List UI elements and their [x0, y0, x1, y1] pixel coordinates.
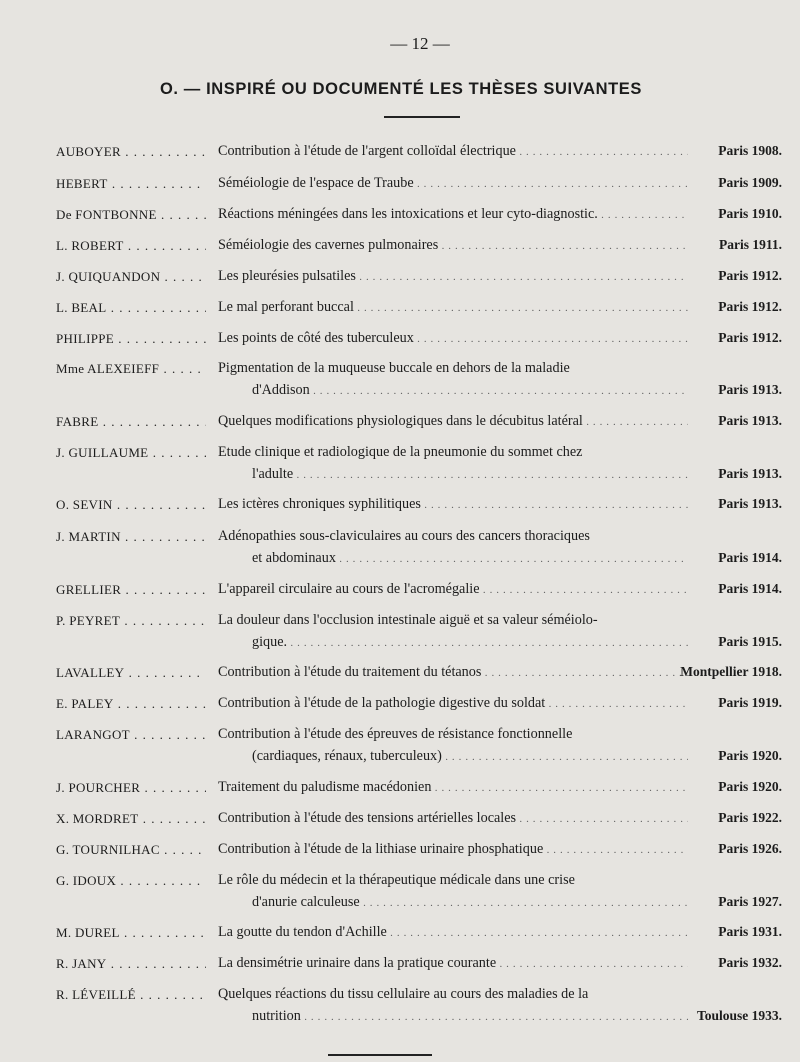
- thesis-place-year: Paris 1922.: [718, 810, 782, 825]
- thesis-title-line: [218, 838, 688, 861]
- thesis-author: G. IDOUX . . .: [56, 873, 206, 889]
- thesis-author: L. BEAL . . .: [56, 300, 206, 316]
- thesis-title-line: [218, 525, 688, 547]
- thesis-title-line: [218, 296, 688, 319]
- thesis-title-line: [218, 692, 688, 715]
- thesis-author: R. JANY . . .: [56, 956, 206, 972]
- thesis-title: [218, 493, 688, 516]
- thesis-title-text: La goutte du tendon d'Achille: [218, 924, 387, 940]
- thesis-title-text: Le rôle du médecin et la thérapeutique médicale dans une crise: [218, 872, 575, 888]
- thesis-title-text: Réactions méningées dans les intoxications et leur cyto-diagnostic.: [218, 206, 598, 222]
- thesis-title-text: Séméiologie de l'espace de Traube: [218, 175, 414, 191]
- thesis-place-year: Paris 1914.: [718, 550, 782, 565]
- thesis-title-text: Contribution à l'étude de la lithiase urinaire phosphatique: [218, 841, 544, 857]
- thesis-title-line: [218, 661, 688, 684]
- thesis-title: [218, 838, 688, 861]
- thesis-title: [218, 578, 688, 601]
- thesis-place-year: Paris 1912.: [718, 268, 782, 283]
- thesis-place-year: Paris 1915.: [718, 634, 782, 649]
- thesis-title-text: Les points de côté des tuberculeux: [218, 330, 414, 346]
- thesis-author: PHILIPPE . . .: [56, 331, 206, 347]
- thesis-title: [218, 265, 688, 288]
- thesis-author: LARANGOT . . .: [56, 727, 206, 743]
- thesis-title-line: [218, 379, 688, 402]
- thesis-title: [218, 140, 688, 163]
- thesis-title: [218, 952, 688, 975]
- thesis-place-year: Paris 1910.: [718, 206, 782, 221]
- thesis-title-text: L'appareil circulaire au cours de l'acromégalie: [218, 581, 480, 597]
- thesis-title: [218, 525, 688, 570]
- thesis-author: De FONTBONNE . . .: [56, 207, 206, 223]
- thesis-title-line: [218, 578, 688, 601]
- thesis-title-text: La densimétrie urinaire dans la pratique courante: [218, 955, 497, 971]
- thesis-title-text: et abdominaux: [252, 550, 336, 566]
- thesis-place-year: Paris 1932.: [718, 955, 782, 970]
- dot-leader: [287, 634, 688, 650]
- thesis-title-line: [218, 807, 688, 830]
- thesis-title-line: [218, 172, 688, 195]
- thesis-title-line: [218, 952, 688, 975]
- thesis-title: [218, 723, 688, 768]
- thesis-title-text: l'adulte: [252, 466, 294, 482]
- thesis-title: [218, 807, 688, 830]
- thesis-title-line: [218, 1005, 688, 1028]
- thesis-title: [218, 410, 688, 433]
- thesis-title-text: Contribution à l'étude des épreuves de résistance fonctionnelle: [218, 726, 573, 742]
- thesis-title-line: [218, 723, 688, 745]
- thesis-title-line: [218, 327, 688, 350]
- thesis-title-line: [218, 776, 688, 799]
- thesis-author: R. LÉVEILLÉ . . .: [56, 987, 206, 1003]
- thesis-title-text: Etude clinique et radiologique de la pneumonie du sommet chez: [218, 444, 583, 460]
- thesis-title: [218, 692, 688, 715]
- thesis-author: FABRE . . .: [56, 414, 206, 430]
- thesis-title-text: Contribution à l'étude des tensions artérielles locales: [218, 810, 517, 826]
- thesis-place-year: Paris 1908.: [718, 143, 782, 158]
- thesis-author: L. ROBERT . . .: [56, 238, 206, 254]
- thesis-title-line: [218, 203, 688, 226]
- thesis-title-text: Le mal perforant buccal: [218, 299, 354, 315]
- thesis-title-text: Contribution à l'étude de l'argent colloïdal électrique: [218, 143, 516, 159]
- thesis-title-line: [218, 234, 688, 257]
- bottom-divider: [328, 1054, 432, 1056]
- thesis-title: [218, 983, 688, 1028]
- thesis-title-line: [218, 140, 688, 163]
- thesis-author: Mme ALEXEIEFF . . .: [56, 361, 206, 377]
- thesis-title-text: Quelques réactions du tissu cellulaire au cours des maladies de la: [218, 986, 589, 1002]
- thesis-title-text: Contribution à l'étude du traitement du tétanos: [218, 664, 482, 680]
- thesis-author: LAVALLEY . . .: [56, 665, 206, 681]
- thesis-title-line: [218, 891, 688, 914]
- dot-leader: [293, 466, 688, 482]
- thesis-title: [218, 327, 688, 350]
- thesis-place-year: Paris 1909.: [718, 175, 782, 190]
- thesis-title-text: Séméiologie des cavernes pulmonaires: [218, 237, 439, 253]
- thesis-title: [218, 661, 688, 684]
- thesis-title-line: [218, 547, 688, 570]
- thesis-title-line: [218, 410, 688, 433]
- thesis-title-line: [218, 983, 688, 1005]
- thesis-title: [218, 776, 688, 799]
- thesis-author: J. GUILLAUME . . .: [56, 445, 206, 461]
- thesis-author: J. MARTIN . . .: [56, 529, 206, 545]
- thesis-place-year: Paris 1913.: [718, 413, 782, 428]
- thesis-title-text: Les pleurésies pulsatiles: [218, 268, 356, 284]
- thesis-author: P. PEYRET . . .: [56, 613, 206, 629]
- thesis-title-line: [218, 745, 688, 768]
- thesis-author: GRELLIER . . .: [56, 582, 206, 598]
- thesis-title-line: [218, 631, 688, 654]
- thesis-title-text: Traitement du paludisme macédonien: [218, 779, 432, 795]
- thesis-title-text: Pigmentation de la muqueuse buccale en dehors de la maladie: [218, 360, 570, 376]
- thesis-title: [218, 441, 688, 486]
- thesis-title: [218, 357, 688, 402]
- thesis-author: HEBERT . . .: [56, 176, 206, 192]
- thesis-title-line: [218, 463, 688, 486]
- page-number: — 12 —: [390, 34, 450, 53]
- thesis-title: [218, 172, 688, 195]
- thesis-place-year: Paris 1920.: [718, 779, 782, 794]
- thesis-author: J. POURCHER . . .: [56, 780, 206, 796]
- thesis-place-year: Paris 1931.: [718, 924, 782, 939]
- thesis-title-line: [218, 357, 688, 379]
- thesis-title-text: La douleur dans l'occlusion intestinale aiguë et sa valeur séméiolo-: [218, 612, 598, 628]
- thesis-place-year: Paris 1926.: [718, 841, 782, 856]
- thesis-title: [218, 203, 688, 226]
- thesis-title: [218, 296, 688, 319]
- thesis-place-year: Paris 1913.: [718, 382, 782, 397]
- thesis-place-year: Paris 1913.: [718, 466, 782, 481]
- thesis-title-line: [218, 921, 688, 944]
- thesis-author: M. DUREL . . .: [56, 925, 206, 941]
- thesis-place-year: Paris 1919.: [718, 695, 782, 710]
- thesis-title-line: [218, 609, 688, 631]
- thesis-title: [218, 609, 688, 654]
- thesis-author: O. SEVIN . . .: [56, 497, 206, 513]
- thesis-place-year: Montpellier 1918.: [680, 664, 782, 679]
- thesis-place-year: Paris 1920.: [718, 748, 782, 763]
- thesis-title-text: Les ictères chroniques syphilitiques: [218, 496, 421, 512]
- thesis-title-text: Quelques modifications physiologiques dans le décubitus latéral: [218, 413, 583, 429]
- dot-leader: [301, 1008, 688, 1024]
- thesis-title: [218, 869, 688, 914]
- thesis-title-text: gique.: [252, 634, 288, 650]
- thesis-author: X. MORDRET . . .: [56, 811, 206, 827]
- thesis-title-text: (cardiaques, rénaux, tuberculeux): [252, 748, 442, 764]
- thesis-title-line: [218, 869, 688, 891]
- thesis-title-line: [218, 493, 688, 516]
- thesis-author: E. PALEY . . .: [56, 696, 206, 712]
- thesis-place-year: Paris 1912.: [718, 299, 782, 314]
- thesis-title: [218, 921, 688, 944]
- thesis-title-text: Contribution à l'étude de la pathologie digestive du soldat: [218, 695, 546, 711]
- thesis-place-year: Toulouse 1933.: [696, 1008, 782, 1023]
- thesis-author: G. TOURNILHAC . . .: [56, 842, 206, 858]
- thesis-title-line: [218, 441, 688, 463]
- thesis-title-text: d'anurie calculeuse: [252, 894, 360, 910]
- thesis-author: J. QUIQUANDON . . .: [56, 269, 206, 285]
- thesis-place-year: Paris 1912.: [718, 330, 782, 345]
- thesis-place-year: Paris 1911.: [719, 237, 782, 252]
- thesis-title-text: nutrition: [252, 1008, 301, 1024]
- thesis-title-line: [218, 265, 688, 288]
- thesis-title-text: d'Addison: [252, 382, 310, 398]
- thesis-title-text: Adénopathies sous-claviculaires au cours des cancers thoraciques: [218, 528, 590, 544]
- thesis-author: AUBOYER . . .: [56, 144, 206, 160]
- section-heading: O. — INSPIRÉ OU DOCUMENTÉ LES THÈSES SUIVANTES: [160, 80, 643, 98]
- thesis-title: [218, 234, 688, 257]
- thesis-place-year: Paris 1913.: [718, 496, 782, 511]
- thesis-place-year: Paris 1914.: [718, 581, 782, 596]
- thesis-place-year: Paris 1927.: [718, 894, 782, 909]
